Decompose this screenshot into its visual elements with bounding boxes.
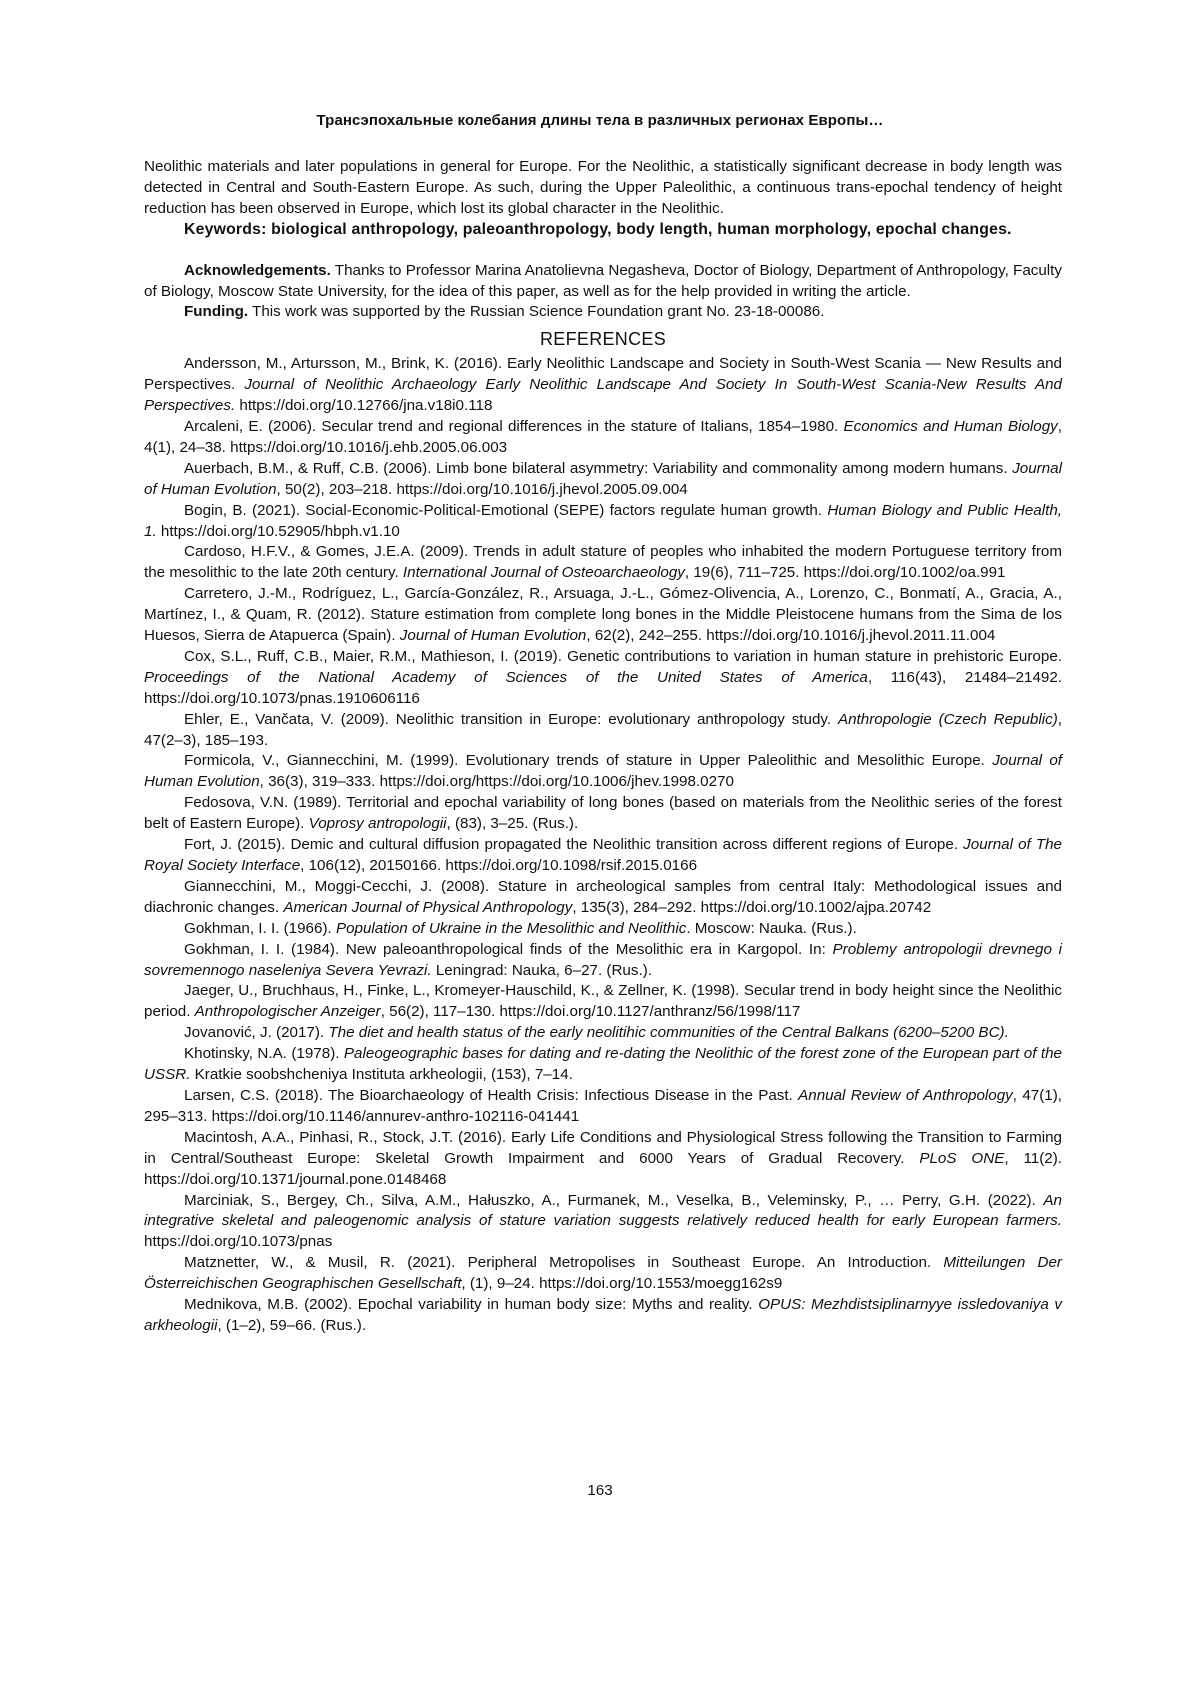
reference-text: Mednikova, M.B. (2002). Epochal variability in human body size: Myths and reality.: [184, 1296, 759, 1314]
reference-text: Fedosova, V.N. (1989). Territorial and epochal variability of long bones (based on materials from the Neolithic series of the forest belt of Eastern Europe).: [144, 794, 1062, 833]
reference-details: , 116(43), 21484–21492. https://doi.org/10.1073/pnas.1910606116: [144, 668, 1063, 707]
funding-text: This work was supported by the Russian Science Foundation grant No. 23-18-00086.: [248, 303, 825, 321]
reference-text: Fort, J. (2015). Demic and cultural diffusion propagated the Neolithic transition across different regions of Europe.: [184, 836, 964, 854]
reference-item: [144, 877, 1062, 919]
reference-source: Problemy antropologii drevnego i sovremennogo naseleniya Severa Yevrazi.: [144, 940, 1062, 979]
reference-details: . Moscow: Nauka. (Rus.).: [686, 919, 857, 937]
reference-source: Economics and Human Biology: [843, 417, 1058, 435]
page-number: 163: [587, 1482, 613, 1499]
reference-item: [144, 647, 1062, 710]
reference-item: [144, 1023, 1062, 1044]
reference-text: Cardoso, H.F.V., & Gomes, J.E.A. (2009). Trends in adult stature of peoples who inhabited the modern Portuguese territory from the mesolithic to the late 20th century.: [144, 543, 1062, 582]
reference-text: Andersson, M., Artursson, M., Brink, K. (2016). Early Neolithic Landscape and Society in South-West Scania — New Results and Perspectives.: [144, 355, 1062, 394]
reference-details: , 11(2). https://doi.org/10.1371/journal.pone.0148468: [144, 1149, 1062, 1188]
reference-source: Anthropologischer Anzeiger: [194, 1003, 381, 1021]
reference-source: Journal of Human Evolution: [399, 627, 587, 645]
reference-item: [144, 459, 1062, 501]
reference-source: American Journal of Physical Anthropology: [283, 898, 573, 916]
reference-source: Voprosy antropologii: [308, 815, 447, 833]
reference-item: [144, 981, 1062, 1023]
reference-details: https://doi.org/10.1073/pnas: [144, 1233, 333, 1251]
reference-source: International Journal of Osteoarchaeology: [402, 564, 685, 582]
reference-text: Matznetter, W., & Musil, R. (2021). Peripheral Metropolises in Southeast Europe. An Introduction.: [184, 1254, 944, 1272]
reference-text: Formicola, V., Giannecchini, M. (1999). Evolutionary trends of stature in Upper Paleolithic and Mesolithic Europe.: [184, 752, 993, 770]
reference-item: [144, 1295, 1062, 1337]
reference-text: Arcaleni, E. (2006). Secular trend and regional differences in the stature of Italians, 1854–1980.: [184, 417, 844, 435]
reference-item: [144, 1253, 1062, 1295]
reference-details: , (1–2), 59–66. (Rus.).: [217, 1316, 367, 1334]
reference-source: Human Biology and Public Health, 1.: [144, 501, 1062, 540]
reference-source: Anthropologie (Czech Republic): [837, 710, 1058, 728]
reference-source: Paleogeographic bases for dating and re-dating the Neolithic of the forest zone of the European part of the USSR.: [144, 1045, 1062, 1084]
reference-details: , 36(3), 319–333. https://doi.org/https://doi.org/10.1006/jhev.1998.0270: [259, 773, 734, 791]
reference-item: [144, 1191, 1062, 1254]
reference-item: [144, 1128, 1062, 1191]
reference-source: The diet and health status of the early neolitihic communities of the Central Balkans (6200–5200 BC).: [328, 1024, 1009, 1042]
reference-source: Annual Review of Anthropology: [798, 1086, 1013, 1104]
reference-details: , 4(1), 24–38. https://doi.org/10.1016/j.ehb.2005.06.003: [144, 417, 1062, 456]
reference-text: Khotinsky, N.A. (1978).: [184, 1045, 344, 1063]
reference-text: Ehler, E., Vančata, V. (2009). Neolithic transition in Europe: evolutionary anthropology study.: [184, 710, 838, 728]
reference-text: Gokhman, I. I. (1966).: [184, 919, 336, 937]
reference-text: Gokhman, I. I. (1984). New paleoanthropological finds of the Mesolithic era in Kargopol. In:: [184, 940, 833, 958]
reference-item: [144, 584, 1062, 647]
reference-source: An integrative skeletal and paleogenomic analysis of stature variation suggests relatively reduced health for early European farmers.: [144, 1191, 1062, 1230]
reference-details: , 62(2), 242–255. https://doi.org/10.1016/j.jhevol.2011.11.004: [586, 627, 996, 645]
funding-paragraph: [144, 302, 1062, 323]
keywords: Keywords: biological anthropology, paleoanthropology, body length, human morphology, epochal changes.: [184, 220, 1012, 238]
reference-text: Macintosh, A.A., Pinhasi, R., Stock, J.T. (2016). Early Life Conditions and Physiological Stress following the Transition to Farming in Central/Southeast Europe: Skeletal Growth Impairment and 6000 Years of Gradual Recovery.: [144, 1128, 1062, 1167]
reference-item: [144, 710, 1062, 752]
reference-item: [144, 417, 1062, 459]
reference-text: Auerbach, B.M., & Ruff, C.B. (2006). Limb bone bilateral asymmetry: Variability and commonality among modern humans.: [184, 459, 1013, 477]
acknowledgements-label: Acknowledgements.: [184, 261, 331, 279]
reference-item: [144, 940, 1062, 982]
reference-text: Marciniak, S., Bergey, Ch., Silva, A.M., Hałuszko, A., Furmanek, M., Veselka, B., Veleminsky, P., … Perry, G.H. (2022).: [184, 1191, 1044, 1209]
references-list: [144, 354, 1062, 1337]
running-title: Трансэпохальные колебания длины тела в различных регионах Европы…: [316, 112, 884, 129]
reference-text: Cox, S.L., Ruff, C.B., Maier, R.M., Mathieson, I. (2019). Genetic contributions to variation in human stature in prehistoric Europe.: [184, 647, 1062, 665]
reference-item: [144, 354, 1062, 417]
references-heading: REFERENCES: [539, 329, 667, 350]
reference-source: Journal of Human Evolution: [144, 752, 1062, 791]
reference-item: [144, 919, 1062, 940]
reference-item: [144, 835, 1062, 877]
reference-details: , 135(3), 284–292. https://doi.org/10.1002/ajpa.20742: [572, 898, 932, 916]
reference-text: Giannecchini, M., Moggi-Cecchi, J. (2008). Stature in archeological samples from central Italy: Methodological issues and diachronic changes.: [144, 877, 1062, 916]
reference-text: Carretero, J.-M., Rodríguez, L., García-González, R., Arsuaga, J.-L., Gómez-Olivencia, A., Lorenzo, C., Bonmatí, A., Gracia, A., Martínez, I., & Quam, R. (2012). Stature estimation from complete long bones in the Middle Pleistocene humans from the Sima de los Huesos, Sierra de Atapuerca (Spain).: [144, 585, 1062, 645]
reference-details: , 47(1), 295–313. https://doi.org/10.1146/annurev-anthro-102116-041441: [144, 1086, 1062, 1125]
reference-details: , 106(12), 20150166. https://doi.org/10.1098/rsif.2015.0166: [300, 857, 698, 874]
reference-details: , 56(2), 117–130. https://doi.org/10.1127/anthranz/56/1998/117: [380, 1003, 801, 1021]
reference-item: [144, 751, 1062, 793]
reference-item: [144, 501, 1062, 543]
reference-text: Bogin, B. (2021). Social-Economic-Political-Emotional (SEPE) factors regulate human growth.: [184, 501, 828, 519]
reference-details: Kratkie soobshcheniya Instituta arkheologii, (153), 7–14.: [190, 1066, 573, 1084]
reference-text: Larsen, C.S. (2018). The Bioarchaeology of Health Crisis: Infectious Disease in the Past.: [184, 1086, 799, 1104]
reference-details: , (83), 3–25. (Rus.).: [446, 815, 579, 833]
reference-source: Proceedings of the National Academy of Sciences of the United States of America: [144, 668, 868, 686]
reference-item: [144, 793, 1062, 835]
acknowledgements-paragraph: [144, 261, 1062, 303]
reference-source: Mitteilungen Der Österreichischen Geographischen Gesellschaft: [144, 1254, 1062, 1293]
reference-text: Jovanović, J. (2017).: [184, 1024, 329, 1042]
reference-item: [144, 1086, 1062, 1128]
reference-item: [144, 542, 1062, 584]
abstract-text: Neolithic materials and later populations in general for Europe. For the Neolithic, a statistically significant decrease in body length was detected in Central and South-Eastern Europe. As such, during the Upper Paleolithic, a continuous trans-epochal tendency of height reduction has been observed in Europe, which lost its global character in the Neolithic.: [144, 158, 1062, 217]
reference-details: , 50(2), 203–218. https://doi.org/10.1016/j.jhevol.2005.09.004: [276, 480, 688, 498]
page-content: [144, 157, 1062, 1337]
reference-source: OPUS: Mezhdistsiplinarnyye issledovaniya v arkheologii: [144, 1296, 1062, 1334]
reference-source: Population of Ukraine in the Mesolithic and Neolithic: [335, 919, 687, 937]
reference-details: Leningrad: Nauka, 6–27. (Rus.).: [431, 961, 652, 979]
reference-source: Journal of Human Evolution: [144, 459, 1062, 498]
acknowledgements-text: Thanks to Professor Marina Anatolievna Negasheva, Doctor of Biology, Department of Anthropology, Faculty of Biology, Moscow State University, for the idea of this paper, as well as for the help provided in writing the article.: [144, 261, 1062, 300]
reference-details: https://doi.org/10.52905/hbph.v1.10: [156, 522, 400, 540]
reference-details: , (1), 9–24. https://doi.org/10.1553/moegg162s9: [461, 1275, 783, 1293]
reference-source: Journal of The Royal Society Interface: [144, 836, 1062, 874]
reference-details: , 47(2–3), 185–193.: [144, 710, 1062, 749]
reference-text: Jaeger, U., Bruchhaus, H., Finke, L., Kromeyer-Hauschild, K., & Zellner, K. (1998). Secular trend in body height since the Neolithic period.: [144, 982, 1062, 1021]
reference-details: https://doi.org/10.12766/jna.v18i0.118: [235, 397, 493, 415]
reference-details: , 19(6), 711–725. https://doi.org/10.1002/oa.991: [684, 564, 1006, 582]
reference-source: Journal of Neolithic Archaeology Early Neolithic Landscape And Society In South-West Scania-New Results And Perspectives.: [144, 376, 1062, 415]
reference-source: PLoS ONE: [919, 1149, 1005, 1167]
reference-item: [144, 1044, 1062, 1086]
funding-label: Funding.: [184, 303, 249, 321]
